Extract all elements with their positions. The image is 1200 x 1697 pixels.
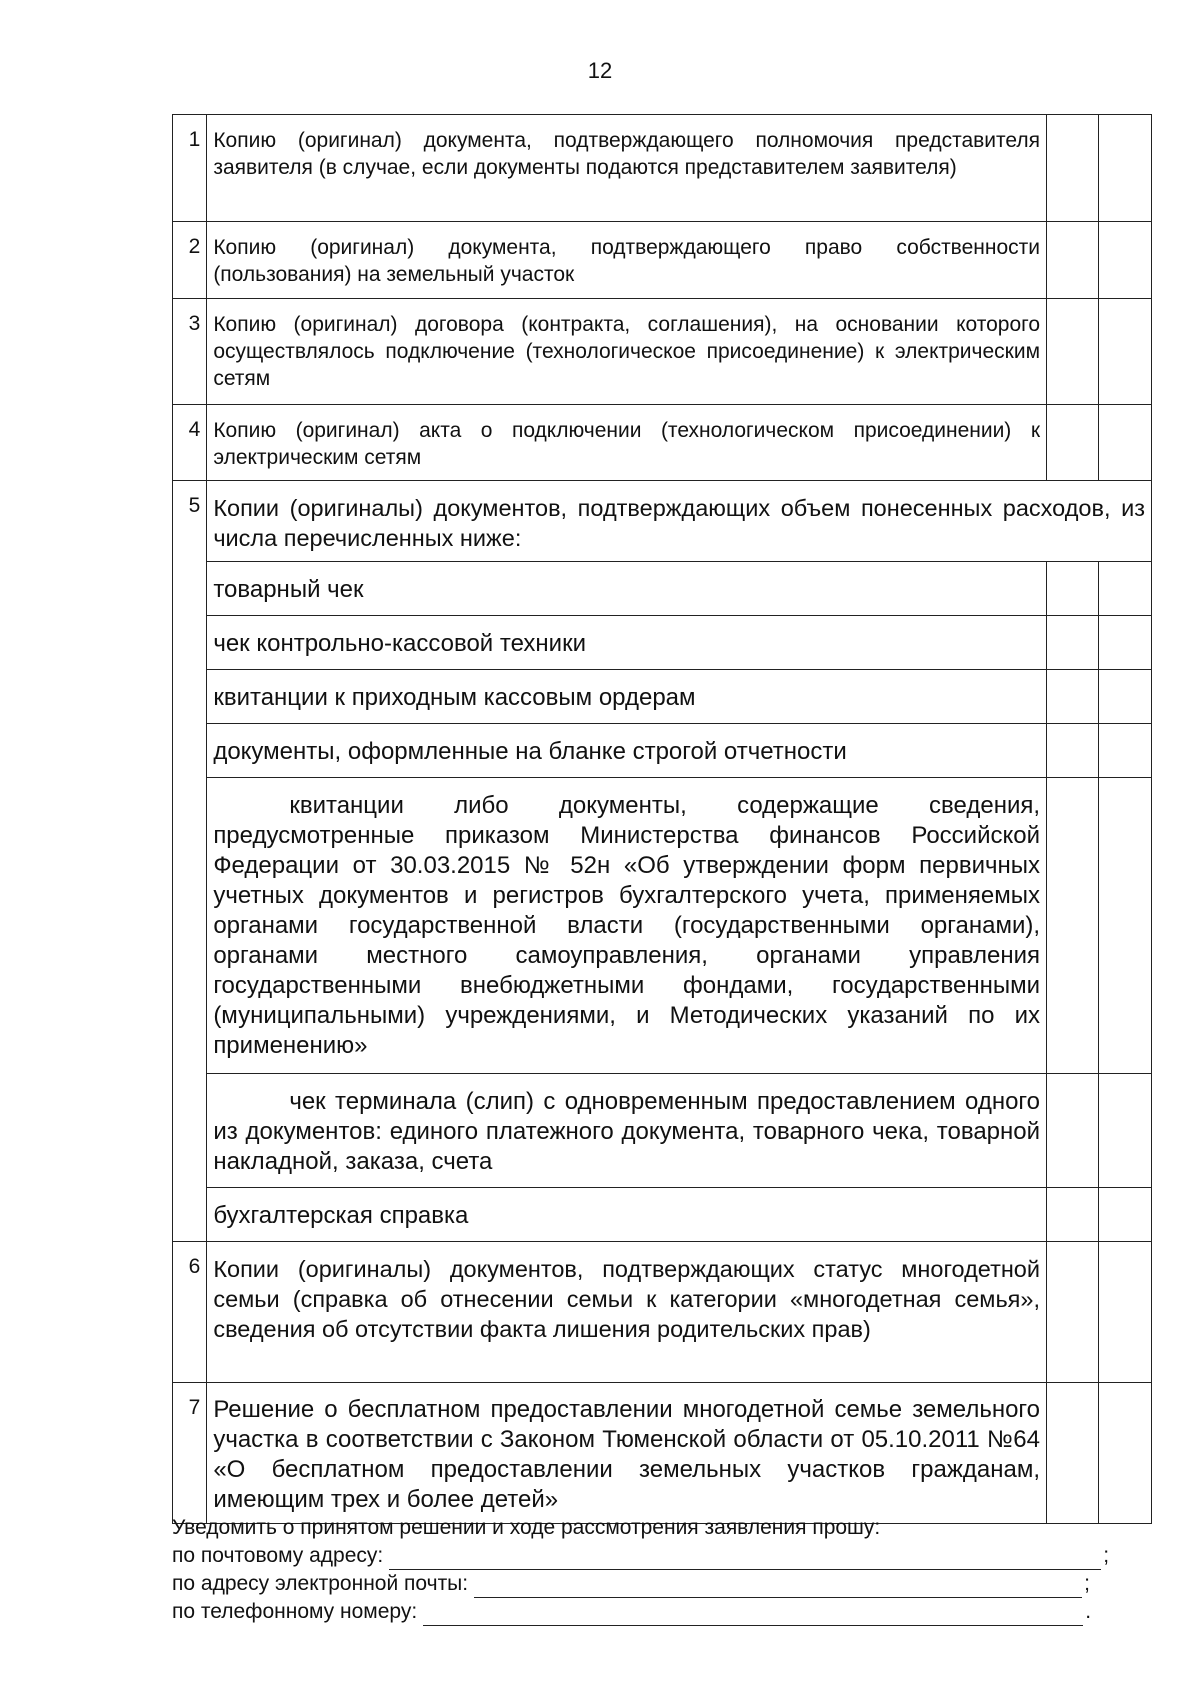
email-end: ; xyxy=(1084,1572,1090,1595)
checkbox-cell[interactable] xyxy=(1047,724,1099,778)
phone-end: . xyxy=(1085,1600,1092,1623)
checkbox-cell[interactable] xyxy=(1099,299,1152,405)
item-number: 7 xyxy=(173,1383,207,1524)
checkbox-cell[interactable] xyxy=(1047,299,1099,405)
checkbox-cell[interactable] xyxy=(1047,222,1099,299)
checkbox-cell[interactable] xyxy=(1047,1242,1099,1383)
checkbox-cell[interactable] xyxy=(1047,1074,1099,1188)
checkbox-cell[interactable] xyxy=(1099,1242,1152,1383)
checkbox-cell[interactable] xyxy=(1099,1074,1152,1188)
checkbox-cell[interactable] xyxy=(1099,222,1152,299)
documents-table xyxy=(172,114,1152,1524)
notification-intro: Уведомить о принятом решении и ходе рассмотрения заявления прошу: xyxy=(172,1516,881,1539)
checkbox-cell[interactable] xyxy=(1047,562,1099,616)
sub-item-row xyxy=(173,616,1152,670)
sub-item-row xyxy=(173,1074,1152,1188)
sub-item-row xyxy=(173,724,1152,778)
table-row xyxy=(173,405,1152,481)
checkbox-cell[interactable] xyxy=(1047,405,1099,481)
item-text: Решение о бесплатном предоставлении многодетной семье земельного участка в соответствии с Законом Тюменской области от 05.10.2011 №64 «О бесплатном предоставлении земельных участков гражданам, имеющим трех и более детей» xyxy=(207,1383,1047,1524)
postal-address-label: по почтовому адресу: xyxy=(172,1544,384,1567)
item-text: Копию (оригинал) документа, подтверждающего полномочия представителя заявителя (в случае, если документы подаются представителем заявителя) xyxy=(207,115,1047,222)
table-row xyxy=(173,1242,1152,1383)
checkbox-cell[interactable] xyxy=(1047,616,1099,670)
checkbox-cell[interactable] xyxy=(1099,724,1152,778)
phone-line xyxy=(172,1598,1162,1626)
checkbox-cell[interactable] xyxy=(1099,670,1152,724)
table-row xyxy=(173,481,1152,562)
item-number: 4 xyxy=(173,405,207,481)
page-number: 12 xyxy=(587,58,613,83)
sub-item-text: чек терминала (слип) с одновременным предоставлением одного из документов: единого платежного документа, товарного чека, товарной накладной, заказа, счета xyxy=(207,1074,1047,1188)
sub-item-row xyxy=(173,562,1152,616)
email-label: по адресу электронной почты: xyxy=(172,1572,469,1595)
item-number: 6 xyxy=(173,1242,207,1383)
postal-address-field[interactable] xyxy=(389,1549,1101,1570)
phone-field[interactable] xyxy=(423,1605,1083,1626)
checkbox-cell[interactable] xyxy=(1099,1188,1152,1242)
checkbox-cell[interactable] xyxy=(1047,778,1099,1074)
checkbox-cell[interactable] xyxy=(1099,405,1152,481)
email-line xyxy=(172,1570,1162,1598)
sub-item-row xyxy=(173,670,1152,724)
checkbox-cell[interactable] xyxy=(1099,115,1152,222)
sub-item-text: квитанции к приходным кассовым ордерам xyxy=(207,670,1047,724)
item-number: 2 xyxy=(173,222,207,299)
table-row xyxy=(173,222,1152,299)
sub-item-row xyxy=(173,778,1152,1074)
postal-address-end: ; xyxy=(1103,1544,1110,1567)
table-row xyxy=(173,1383,1152,1524)
item-number: 3 xyxy=(173,299,207,405)
postal-address-line xyxy=(172,1542,1162,1570)
sub-item-text: товарный чек xyxy=(207,562,1047,616)
checkbox-cell[interactable] xyxy=(1047,115,1099,222)
item-text: Копию (оригинал) документа, подтверждающего право собственности (пользования) на земельный участок xyxy=(207,222,1047,299)
sub-item-text: чек контрольно-кассовой техники xyxy=(207,616,1047,670)
item-number: 1 xyxy=(173,115,207,222)
sub-item-text: бухгалтерская справка xyxy=(207,1188,1047,1242)
phone-label: по телефонному номеру: xyxy=(172,1600,418,1623)
checkbox-cell[interactable] xyxy=(1047,1383,1099,1524)
sub-item-text: квитанции либо документы, содержащие сведения, предусмотренные приказом Министерства финансов Российской Федерации от 30.03.2015 № 52н «Об утверждении форм первичных учетных документов и регистров бухгалтерского учета, применяемых органами государственной власти (государственными органами), органами местного самоуправления, органами управления государственными внебюджетными фондами, государственными (муниципальными) учреждениями, и Методических указаний по их применению» xyxy=(207,778,1047,1074)
item-number: 5 xyxy=(173,481,207,1242)
item-text: Копии (оригиналы) документов, подтверждающих объем понесенных расходов, из числа перечисленных ниже: xyxy=(207,481,1152,562)
item-text: Копию (оригинал) акта о подключении (технологическом присоединении) к электрическим сетям xyxy=(207,405,1047,481)
checkbox-cell[interactable] xyxy=(1099,562,1152,616)
checkbox-cell[interactable] xyxy=(1047,1188,1099,1242)
checkbox-cell[interactable] xyxy=(1099,1383,1152,1524)
notification-section xyxy=(172,1514,1162,1626)
sub-item-row xyxy=(173,1188,1152,1242)
table-row xyxy=(173,299,1152,405)
item-text: Копии (оригиналы) документов, подтверждающих статус многодетной семьи (справка об отнесении семьи к категории «многодетная семья», сведения об отсутствии факта лишения родительских прав) xyxy=(207,1242,1047,1383)
checkbox-cell[interactable] xyxy=(1099,778,1152,1074)
table-row xyxy=(173,115,1152,222)
item-text: Копию (оригинал) договора (контракта, соглашения), на основании которого осуществлялось подключение (технологическое присоединение) к электрическим сетям xyxy=(207,299,1047,405)
sub-item-text: документы, оформленные на бланке строгой отчетности xyxy=(207,724,1047,778)
email-field[interactable] xyxy=(474,1577,1082,1598)
checkbox-cell[interactable] xyxy=(1047,670,1099,724)
checkbox-cell[interactable] xyxy=(1099,616,1152,670)
